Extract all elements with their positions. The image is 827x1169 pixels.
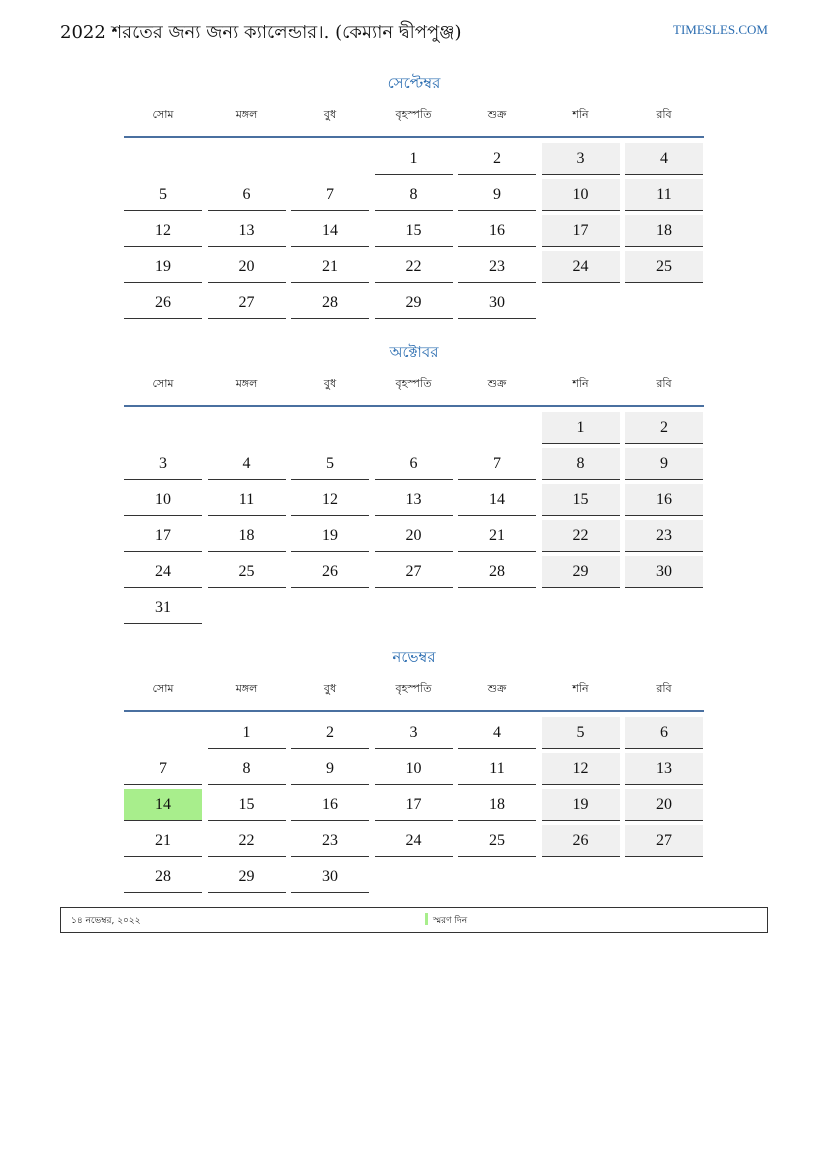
weekday-label: রবি	[656, 377, 672, 390]
page-header	[60, 18, 768, 46]
weekday-label: বুধ	[323, 682, 337, 695]
day-cell[interactable]: 16	[458, 215, 536, 247]
site-link[interactable]: TIMESLES.COM	[673, 22, 768, 37]
day-cell[interactable]: 23	[625, 520, 703, 552]
day-cell[interactable]: 15	[208, 789, 286, 821]
weekday-label: শুক্র	[487, 377, 507, 390]
day-cell[interactable]: 21	[458, 520, 536, 552]
day-cell[interactable]: 30	[625, 556, 703, 588]
day-cell-today[interactable]: 14	[124, 789, 202, 821]
day-cell[interactable]: 15	[375, 215, 453, 247]
day-cell[interactable]: 24	[375, 825, 453, 857]
day-cell[interactable]: 5	[542, 717, 620, 749]
header-divider	[124, 136, 704, 138]
day-cell[interactable]: 29	[208, 861, 286, 893]
day-cell[interactable]: 9	[291, 753, 369, 785]
weekday-label: শুক্র	[487, 682, 507, 695]
day-cell[interactable]: 30	[458, 287, 536, 319]
day-cell[interactable]: 29	[375, 287, 453, 319]
weekday-label: বৃহস্পতি	[395, 108, 432, 121]
weekday-label: সোম	[152, 682, 174, 695]
weekday-label: সোম	[152, 108, 174, 121]
day-cell[interactable]: 27	[208, 287, 286, 319]
day-cell[interactable]: 26	[124, 287, 202, 319]
day-cell[interactable]: 30	[291, 861, 369, 893]
day-cell[interactable]: 17	[542, 215, 620, 247]
day-cell[interactable]: 12	[291, 484, 369, 516]
day-cell[interactable]: 22	[208, 825, 286, 857]
weekday-label: মঙ্গল	[235, 377, 258, 390]
day-cell[interactable]: 7	[124, 753, 202, 785]
day-cell[interactable]: 8	[542, 448, 620, 480]
day-cell[interactable]: 3	[375, 717, 453, 749]
day-cell[interactable]: 24	[542, 251, 620, 283]
day-cell[interactable]: 18	[625, 215, 703, 247]
day-cell[interactable]: 10	[375, 753, 453, 785]
day-cell[interactable]: 1	[208, 717, 286, 749]
day-cell[interactable]: 21	[124, 825, 202, 857]
month-title: নভেম্বর	[392, 648, 436, 666]
day-cell[interactable]: 19	[124, 251, 202, 283]
day-cell[interactable]: 13	[625, 753, 703, 785]
day-cell[interactable]: 4	[625, 143, 703, 175]
day-cell[interactable]: 20	[375, 520, 453, 552]
day-cell[interactable]: 10	[124, 484, 202, 516]
day-cell[interactable]: 22	[375, 251, 453, 283]
header-divider	[124, 405, 704, 407]
day-cell[interactable]: 10	[542, 179, 620, 211]
day-cell[interactable]: 2	[291, 717, 369, 749]
day-cell[interactable]: 18	[458, 789, 536, 821]
day-cell[interactable]: 5	[291, 448, 369, 480]
day-cell[interactable]: 25	[208, 556, 286, 588]
month-title: সেপ্টেম্বর	[387, 74, 441, 92]
day-cell[interactable]: 23	[458, 251, 536, 283]
day-cell[interactable]: 7	[458, 448, 536, 480]
day-cell[interactable]: 2	[625, 412, 703, 444]
day-cell[interactable]: 8	[208, 753, 286, 785]
month-title: অক্টোবর	[389, 343, 439, 361]
weekday-header	[124, 106, 704, 126]
page-title: 2022 শরতের জন্য জন্য ক্যালেন্ডার।. (কেম্যান দ্বীপপুঞ্জ)	[60, 22, 462, 43]
day-cell[interactable]: 27	[625, 825, 703, 857]
day-cell[interactable]: 22	[542, 520, 620, 552]
weekday-label: শনি	[572, 377, 589, 390]
weekday-label: শুক্র	[487, 108, 507, 121]
day-cell[interactable]: 4	[208, 448, 286, 480]
weekday-label: রবি	[656, 682, 672, 695]
weekday-label: রবি	[656, 108, 672, 121]
day-cell[interactable]: 25	[458, 825, 536, 857]
weekday-label: মঙ্গল	[235, 108, 258, 121]
weekday-label: সোম	[152, 377, 174, 390]
weekday-label: বুধ	[323, 108, 337, 121]
day-cell[interactable]: 26	[542, 825, 620, 857]
day-cell[interactable]: 1	[375, 143, 453, 175]
day-cell[interactable]: 3	[124, 448, 202, 480]
day-cell[interactable]: 17	[124, 520, 202, 552]
day-cell[interactable]: 9	[625, 448, 703, 480]
day-cell[interactable]: 6	[625, 717, 703, 749]
day-cell[interactable]: 31	[124, 592, 202, 624]
weekday-label: শনি	[572, 108, 589, 121]
day-cell[interactable]: 28	[291, 287, 369, 319]
weekday-header	[124, 375, 704, 395]
day-cell[interactable]: 11	[625, 179, 703, 211]
day-cell[interactable]: 13	[375, 484, 453, 516]
day-cell[interactable]: 17	[375, 789, 453, 821]
day-cell[interactable]: 15	[542, 484, 620, 516]
day-cell[interactable]: 12	[542, 753, 620, 785]
day-cell[interactable]: 6	[375, 448, 453, 480]
day-cell[interactable]: 2	[458, 143, 536, 175]
day-cell[interactable]: 9	[458, 179, 536, 211]
day-cell[interactable]: 26	[291, 556, 369, 588]
legend-date: ১৪ নভেম্বর, ২০২২	[71, 916, 141, 926]
day-cell[interactable]: 11	[208, 484, 286, 516]
day-cell[interactable]: 4	[458, 717, 536, 749]
day-cell[interactable]: 6	[208, 179, 286, 211]
legend-box	[60, 907, 768, 933]
day-cell[interactable]: 19	[291, 520, 369, 552]
day-cell[interactable]: 7	[291, 179, 369, 211]
day-cell[interactable]: 23	[291, 825, 369, 857]
day-cell[interactable]: 24	[124, 556, 202, 588]
day-cell[interactable]: 29	[542, 556, 620, 588]
legend-label: স্মরণ দিন	[433, 916, 468, 926]
day-cell[interactable]: 11	[458, 753, 536, 785]
day-cell[interactable]: 25	[625, 251, 703, 283]
day-cell[interactable]: 21	[291, 251, 369, 283]
day-cell[interactable]: 3	[542, 143, 620, 175]
day-cell[interactable]: 8	[375, 179, 453, 211]
day-cell[interactable]: 16	[625, 484, 703, 516]
day-cell[interactable]: 14	[291, 215, 369, 247]
day-cell[interactable]: 20	[625, 789, 703, 821]
weekday-label: শনি	[572, 682, 589, 695]
legend-swatch	[425, 913, 428, 925]
day-cell[interactable]: 28	[458, 556, 536, 588]
header-divider	[124, 710, 704, 712]
day-cell[interactable]: 5	[124, 179, 202, 211]
day-cell[interactable]: 20	[208, 251, 286, 283]
day-cell[interactable]: 12	[124, 215, 202, 247]
day-cell[interactable]: 16	[291, 789, 369, 821]
weekday-label: বুধ	[323, 377, 337, 390]
day-cell[interactable]: 19	[542, 789, 620, 821]
day-cell[interactable]: 14	[458, 484, 536, 516]
day-cell[interactable]: 18	[208, 520, 286, 552]
weekday-label: বৃহস্পতি	[395, 682, 432, 695]
day-cell[interactable]: 28	[124, 861, 202, 893]
day-cell[interactable]: 1	[542, 412, 620, 444]
day-cell[interactable]: 27	[375, 556, 453, 588]
weekday-label: বৃহস্পতি	[395, 377, 432, 390]
day-cell[interactable]: 13	[208, 215, 286, 247]
weekday-header	[124, 680, 704, 700]
weekday-label: মঙ্গল	[235, 682, 258, 695]
